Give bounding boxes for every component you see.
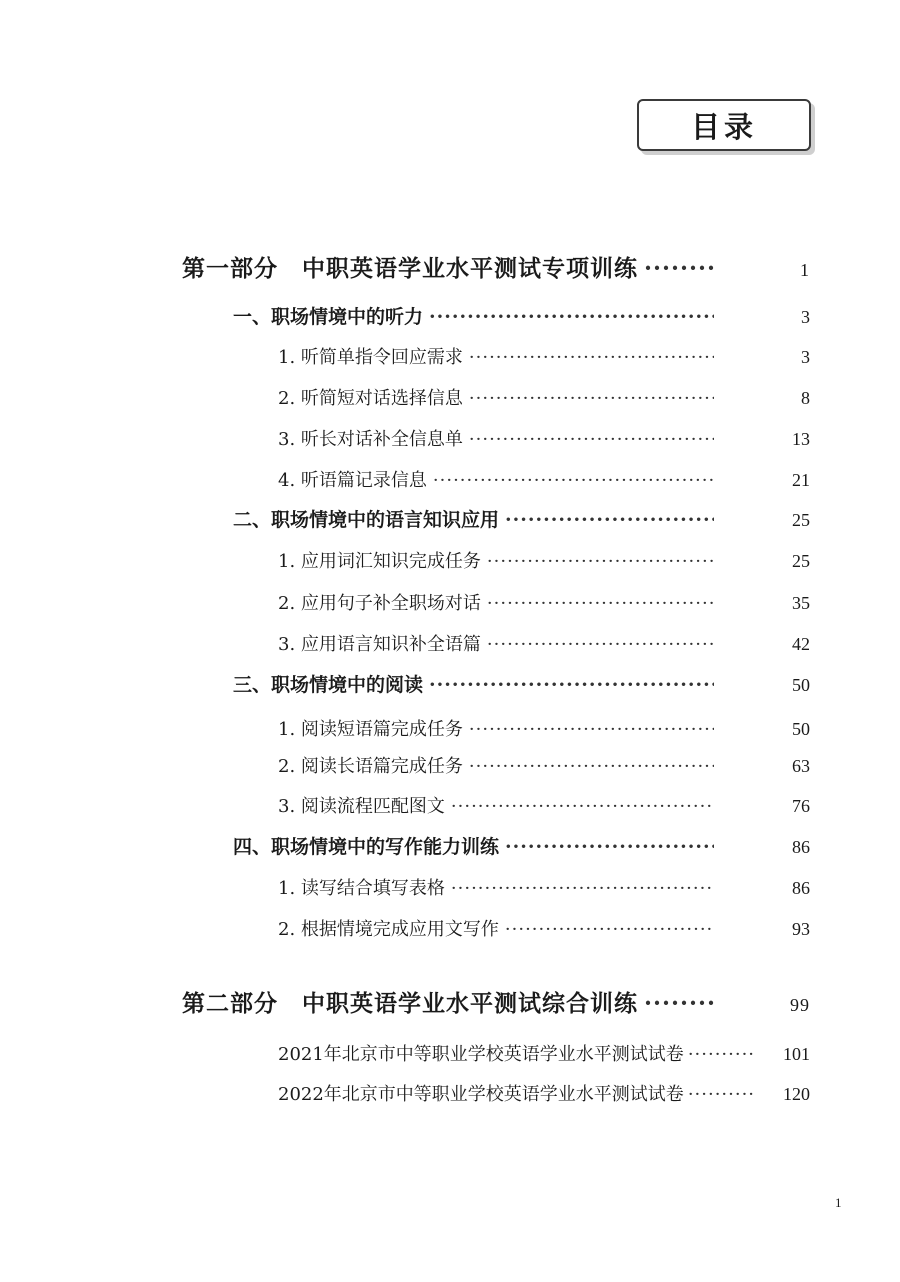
dot-leader — [429, 306, 714, 328]
dot-leader — [487, 551, 714, 572]
dot-leader — [505, 919, 714, 940]
toc-item-label: 4. 听语篇记录信息 — [278, 470, 427, 491]
dot-leader — [505, 836, 714, 858]
toc-item[interactable] — [0, 874, 900, 900]
toc-item-label: 3. 阅读流程匹配图文 — [278, 796, 445, 817]
page-folio: 1 — [835, 1195, 842, 1210]
toc-section-4[interactable] — [0, 832, 900, 859]
toc-title-box — [637, 99, 811, 151]
dot-leader — [688, 1044, 756, 1065]
dot-leader — [451, 796, 714, 817]
toc-section-label: 一、职场情境中的听力 — [233, 306, 424, 328]
dot-leader — [644, 990, 714, 1017]
toc-part-2[interactable] — [0, 985, 900, 1018]
toc-item-label: 1. 阅读短语篇完成任务 — [278, 719, 463, 740]
toc-part-label: 第二部分 中职英语学业水平测试综合训练 — [182, 990, 638, 1017]
toc-exam-item[interactable] — [0, 1080, 900, 1106]
dot-leader — [688, 1084, 756, 1105]
toc-item[interactable] — [0, 752, 900, 778]
toc-item-label: 2. 根据情境完成应用文写作 — [278, 919, 499, 940]
toc-page-number: 50 — [792, 719, 810, 739]
toc-title: 目录 — [690, 109, 757, 144]
toc-part-label: 第一部分 中职英语学业水平测试专项训练 — [182, 255, 638, 282]
dot-leader — [469, 429, 714, 450]
dot-leader — [469, 347, 714, 368]
toc-page-number: 1 — [800, 260, 810, 280]
toc-item-label: 2021年北京市中等职业学校英语学业水平测试试卷 — [278, 1044, 684, 1065]
toc-item-label: 1. 读写结合填写表格 — [278, 878, 445, 899]
toc-item[interactable] — [0, 343, 900, 369]
toc-page-number: 35 — [792, 593, 810, 613]
dot-leader — [505, 509, 714, 531]
toc-item-label: 2. 阅读长语篇完成任务 — [278, 756, 463, 777]
dot-leader — [644, 255, 714, 282]
toc-page-number: 8 — [801, 388, 810, 408]
toc-page-number: 93 — [792, 919, 810, 939]
toc-page-number: 76 — [792, 796, 810, 816]
dot-leader — [469, 719, 714, 740]
toc-item-label: 3. 听长对话补全信息单 — [278, 429, 463, 450]
toc-item[interactable] — [0, 466, 900, 492]
toc-page-number: 86 — [792, 878, 810, 898]
toc-page-number: 42 — [792, 634, 810, 654]
toc-item[interactable] — [0, 425, 900, 451]
toc-section-label: 三、职场情境中的阅读 — [233, 674, 424, 696]
toc-page-number: 25 — [792, 551, 810, 571]
dot-leader — [469, 756, 714, 777]
toc-section-1[interactable] — [0, 302, 900, 329]
toc-page-number: 101 — [783, 1044, 810, 1064]
toc-page-number: 13 — [792, 429, 810, 449]
toc-item[interactable] — [0, 630, 900, 656]
dot-leader — [429, 674, 714, 696]
toc-page-number: 50 — [792, 675, 810, 695]
toc-page-number: 3 — [801, 307, 810, 327]
toc-section-label: 二、职场情境中的语言知识应用 — [233, 509, 500, 531]
toc-page-number: 21 — [792, 470, 810, 490]
toc-item[interactable] — [0, 792, 900, 818]
dot-leader — [433, 470, 714, 491]
toc-item[interactable] — [0, 384, 900, 410]
toc-item[interactable] — [0, 547, 900, 573]
dot-leader — [469, 388, 714, 409]
toc-page-number: 3 — [801, 347, 810, 367]
toc-item[interactable] — [0, 589, 900, 615]
toc-section-2[interactable] — [0, 505, 900, 532]
toc-page-number: 120 — [783, 1084, 810, 1104]
toc-page-number: 63 — [792, 756, 810, 776]
toc-item-label: 2. 应用句子补全职场对话 — [278, 593, 481, 614]
toc-page-number: 25 — [792, 510, 810, 530]
toc-item[interactable] — [0, 915, 900, 941]
dot-leader — [451, 878, 714, 899]
toc-item-label: 1. 应用词汇知识完成任务 — [278, 551, 481, 572]
dot-leader — [487, 634, 714, 655]
toc-page-number: 99 — [790, 995, 810, 1015]
toc-item[interactable] — [0, 715, 900, 741]
toc-section-label: 四、职场情境中的写作能力训练 — [233, 836, 500, 858]
toc-item-label: 3. 应用语言知识补全语篇 — [278, 634, 481, 655]
toc-section-3[interactable] — [0, 670, 900, 697]
toc-item-label: 2. 听简短对话选择信息 — [278, 388, 463, 409]
toc-part-1[interactable] — [0, 250, 900, 283]
dot-leader — [487, 593, 714, 614]
toc-page-number: 86 — [792, 837, 810, 857]
toc-item-label: 1. 听简单指令回应需求 — [278, 347, 463, 368]
toc-exam-item[interactable] — [0, 1040, 900, 1066]
toc-item-label: 2022年北京市中等职业学校英语学业水平测试试卷 — [278, 1084, 684, 1105]
